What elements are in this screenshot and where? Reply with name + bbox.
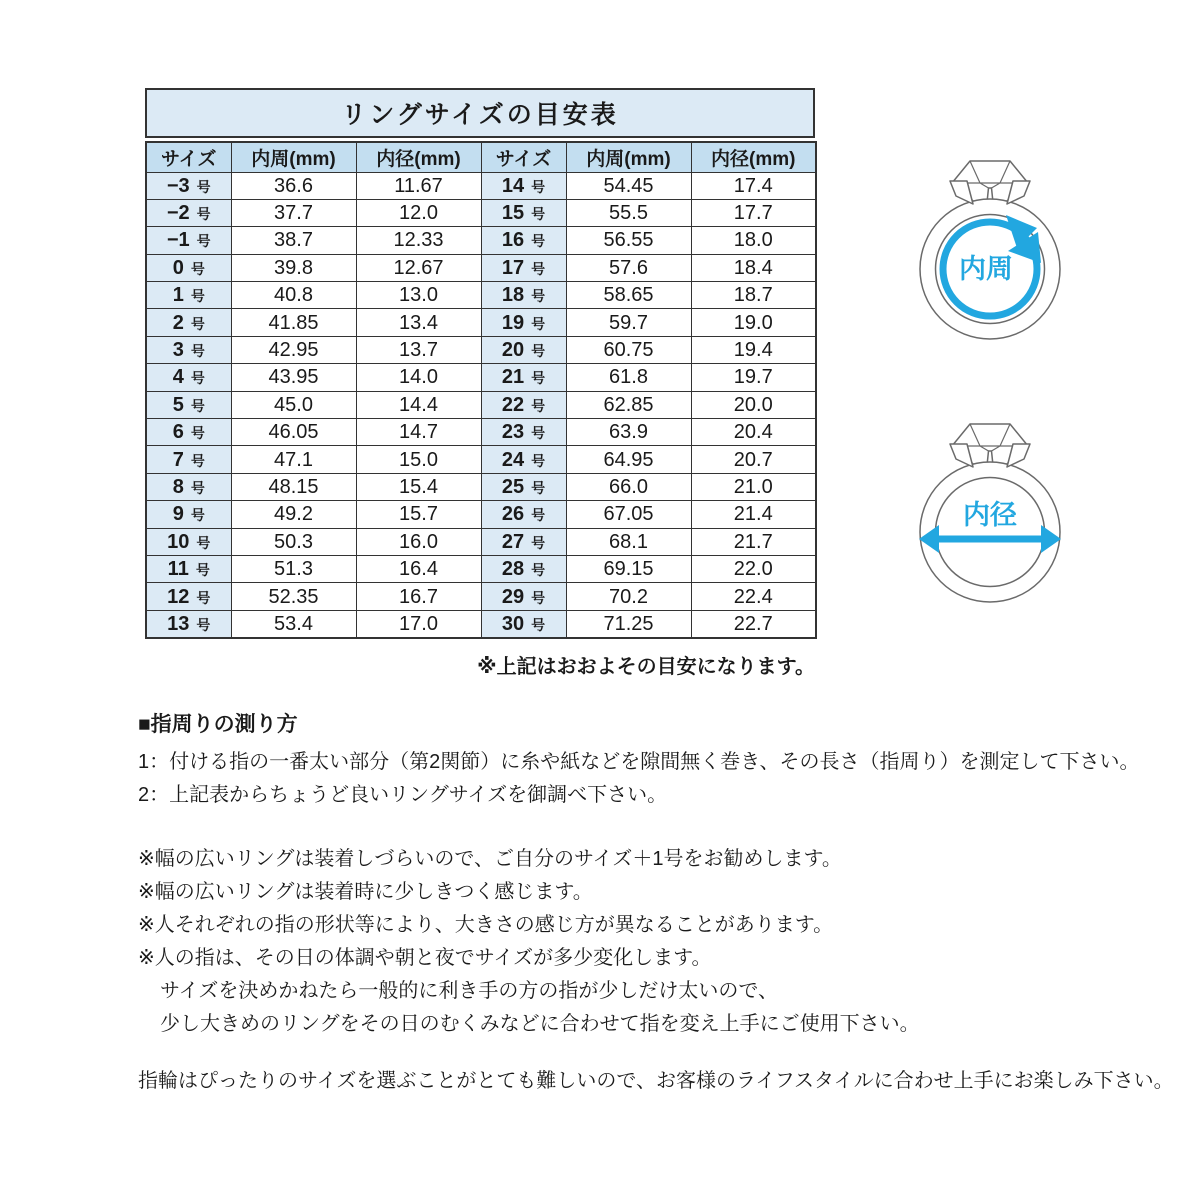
text-line: ※幅の広いリングは装着時に少しきつく感じます。 — [138, 881, 593, 903]
value-cell: 14.7 — [356, 419, 481, 446]
size-cell: 19 号 — [481, 309, 566, 336]
size-cell: 27 号 — [481, 528, 566, 555]
value-cell: 16.4 — [356, 555, 481, 582]
value-cell: 20.0 — [691, 391, 816, 418]
table-row — [146, 391, 816, 418]
value-cell: 58.65 — [566, 282, 691, 309]
size-cell: 1 号 — [146, 282, 231, 309]
value-cell: 13.4 — [356, 309, 481, 336]
value-cell: 13.0 — [356, 282, 481, 309]
size-cell: 30 号 — [481, 610, 566, 637]
table-row — [146, 227, 816, 254]
value-cell: 61.8 — [566, 364, 691, 391]
value-cell: 16.7 — [356, 583, 481, 610]
value-cell: 70.2 — [566, 583, 691, 610]
value-cell: 71.25 — [566, 610, 691, 637]
value-cell: 14.4 — [356, 391, 481, 418]
size-table — [145, 141, 817, 639]
value-cell: 46.05 — [231, 419, 356, 446]
size-cell: 10 号 — [146, 528, 231, 555]
table-footnote: ※上記はおおよその目安になります。 — [477, 655, 815, 678]
size-cell: 6 号 — [146, 419, 231, 446]
size-cell: −1 号 — [146, 227, 231, 254]
size-cell: 7 号 — [146, 446, 231, 473]
value-cell: 21.0 — [691, 473, 816, 500]
value-cell: 40.8 — [231, 282, 356, 309]
text-line: 少し大きめのリングをその日のむくみなどに合わせて指を変え上手にご使用下さい。 — [160, 1013, 920, 1035]
value-cell: 15.0 — [356, 446, 481, 473]
value-cell: 18.0 — [691, 227, 816, 254]
size-cell: 29 号 — [481, 583, 566, 610]
ring-diameter-figure — [906, 418, 1074, 604]
column-header: サイズ — [146, 142, 231, 172]
value-cell: 48.15 — [231, 473, 356, 500]
size-cell: 8 号 — [146, 473, 231, 500]
table-row — [146, 446, 816, 473]
value-cell: 12.33 — [356, 227, 481, 254]
table-row — [146, 555, 816, 582]
table-row — [146, 282, 816, 309]
column-header: 内径(mm) — [691, 142, 816, 172]
size-cell: 26 号 — [481, 501, 566, 528]
column-header: 内周(mm) — [231, 142, 356, 172]
value-cell: 60.75 — [566, 336, 691, 363]
value-cell: 41.85 — [231, 309, 356, 336]
measure-steps — [138, 746, 1139, 812]
table-row — [146, 583, 816, 610]
size-cell: −3 号 — [146, 172, 231, 199]
value-cell: 14.0 — [356, 364, 481, 391]
text-line: 2：上記表からちょうど良いリングサイズを御調べ下さい。 — [138, 784, 668, 806]
table-row — [146, 610, 816, 637]
value-cell: 20.7 — [691, 446, 816, 473]
table-row — [146, 473, 816, 500]
size-cell: 0 号 — [146, 254, 231, 281]
ring-circumference-label: 内周 — [959, 254, 1013, 284]
value-cell: 19.4 — [691, 336, 816, 363]
size-cell: 23 号 — [481, 419, 566, 446]
value-cell: 15.4 — [356, 473, 481, 500]
value-cell: 17.0 — [356, 610, 481, 637]
size-cell: 16 号 — [481, 227, 566, 254]
table-row — [146, 364, 816, 391]
value-cell: 39.8 — [231, 254, 356, 281]
size-cell: 2 号 — [146, 309, 231, 336]
value-cell: 67.05 — [566, 501, 691, 528]
size-cell: 4 号 — [146, 364, 231, 391]
value-cell: 12.67 — [356, 254, 481, 281]
value-cell: 56.55 — [566, 227, 691, 254]
table-row — [146, 501, 816, 528]
value-cell: 43.95 — [231, 364, 356, 391]
value-cell: 59.7 — [566, 309, 691, 336]
value-cell: 50.3 — [231, 528, 356, 555]
value-cell: 22.7 — [691, 610, 816, 637]
size-cell: 5 号 — [146, 391, 231, 418]
value-cell: 18.7 — [691, 282, 816, 309]
value-cell: 51.3 — [231, 555, 356, 582]
size-cell: 18 号 — [481, 282, 566, 309]
measure-heading: ■指周りの測り方 — [138, 713, 298, 736]
size-table-body — [146, 172, 816, 638]
value-cell: 36.6 — [231, 172, 356, 199]
value-cell: 11.67 — [356, 172, 481, 199]
size-cell: 13 号 — [146, 610, 231, 637]
size-cell: 15 号 — [481, 199, 566, 226]
text-line: ※幅の広いリングは装着しづらいので、ご自分のサイズ＋1号をお勧めします。 — [138, 848, 842, 870]
table-row — [146, 419, 816, 446]
size-cell: 24 号 — [481, 446, 566, 473]
table-header-row — [146, 142, 816, 172]
value-cell: 55.5 — [566, 199, 691, 226]
value-cell: 19.7 — [691, 364, 816, 391]
value-cell: 21.4 — [691, 501, 816, 528]
size-cell: 9 号 — [146, 501, 231, 528]
table-row — [146, 254, 816, 281]
size-cell: 20 号 — [481, 336, 566, 363]
size-cell: −2 号 — [146, 199, 231, 226]
value-cell: 38.7 — [231, 227, 356, 254]
notes-list — [138, 843, 920, 1041]
value-cell: 45.0 — [231, 391, 356, 418]
value-cell: 68.1 — [566, 528, 691, 555]
table-row — [146, 199, 816, 226]
value-cell: 19.0 — [691, 309, 816, 336]
table-title: リングサイズの目安表 — [145, 88, 815, 138]
text-line: 1：付ける指の一番太い部分（第2関節）に糸や紙などを隙間無く巻き、その長さ（指周り）を測定して下さい。 — [138, 751, 1140, 773]
value-cell: 20.4 — [691, 419, 816, 446]
value-cell: 21.7 — [691, 528, 816, 555]
size-table-block — [145, 88, 815, 679]
table-row — [146, 309, 816, 336]
column-header: 内周(mm) — [566, 142, 691, 172]
value-cell: 64.95 — [566, 446, 691, 473]
text-line: ※人の指は、その日の体調や朝と夜でサイズが多少変化します。 — [138, 947, 712, 969]
size-cell: 28 号 — [481, 555, 566, 582]
value-cell: 13.7 — [356, 336, 481, 363]
size-cell: 17 号 — [481, 254, 566, 281]
value-cell: 47.1 — [231, 446, 356, 473]
value-cell: 15.7 — [356, 501, 481, 528]
value-cell: 69.15 — [566, 555, 691, 582]
value-cell: 18.4 — [691, 254, 816, 281]
value-cell: 49.2 — [231, 501, 356, 528]
value-cell: 63.9 — [566, 419, 691, 446]
size-cell: 25 号 — [481, 473, 566, 500]
size-cell: 11 号 — [146, 555, 231, 582]
table-row — [146, 336, 816, 363]
value-cell: 22.0 — [691, 555, 816, 582]
value-cell: 57.6 — [566, 254, 691, 281]
column-header: 内径(mm) — [356, 142, 481, 172]
value-cell: 17.7 — [691, 199, 816, 226]
column-header: サイズ — [481, 142, 566, 172]
value-cell: 37.7 — [231, 199, 356, 226]
size-cell: 14 号 — [481, 172, 566, 199]
value-cell: 42.95 — [231, 336, 356, 363]
size-cell: 3 号 — [146, 336, 231, 363]
value-cell: 12.0 — [356, 199, 481, 226]
ring-diameter-label: 内径 — [963, 500, 1017, 530]
closing-line: 指輪はぴったりのサイズを選ぶことがとても難しいので、お客様のライフスタイルに合わせ上手にお楽しみ下さい。 — [138, 1070, 1174, 1092]
value-cell: 52.35 — [231, 583, 356, 610]
size-cell: 12 号 — [146, 583, 231, 610]
ring-circumference-figure — [906, 155, 1074, 341]
value-cell: 22.4 — [691, 583, 816, 610]
table-row — [146, 528, 816, 555]
size-cell: 21 号 — [481, 364, 566, 391]
table-row — [146, 172, 816, 199]
value-cell: 17.4 — [691, 172, 816, 199]
text-line: ※人それぞれの指の形状等により、大きさの感じ方が異なることがあります。 — [138, 914, 834, 936]
value-cell: 66.0 — [566, 473, 691, 500]
text-line: サイズを決めかねたら一般的に利き手の方の指が少しだけ太いので、 — [160, 980, 778, 1002]
value-cell: 16.0 — [356, 528, 481, 555]
size-cell: 22 号 — [481, 391, 566, 418]
value-cell: 62.85 — [566, 391, 691, 418]
value-cell: 53.4 — [231, 610, 356, 637]
value-cell: 54.45 — [566, 172, 691, 199]
